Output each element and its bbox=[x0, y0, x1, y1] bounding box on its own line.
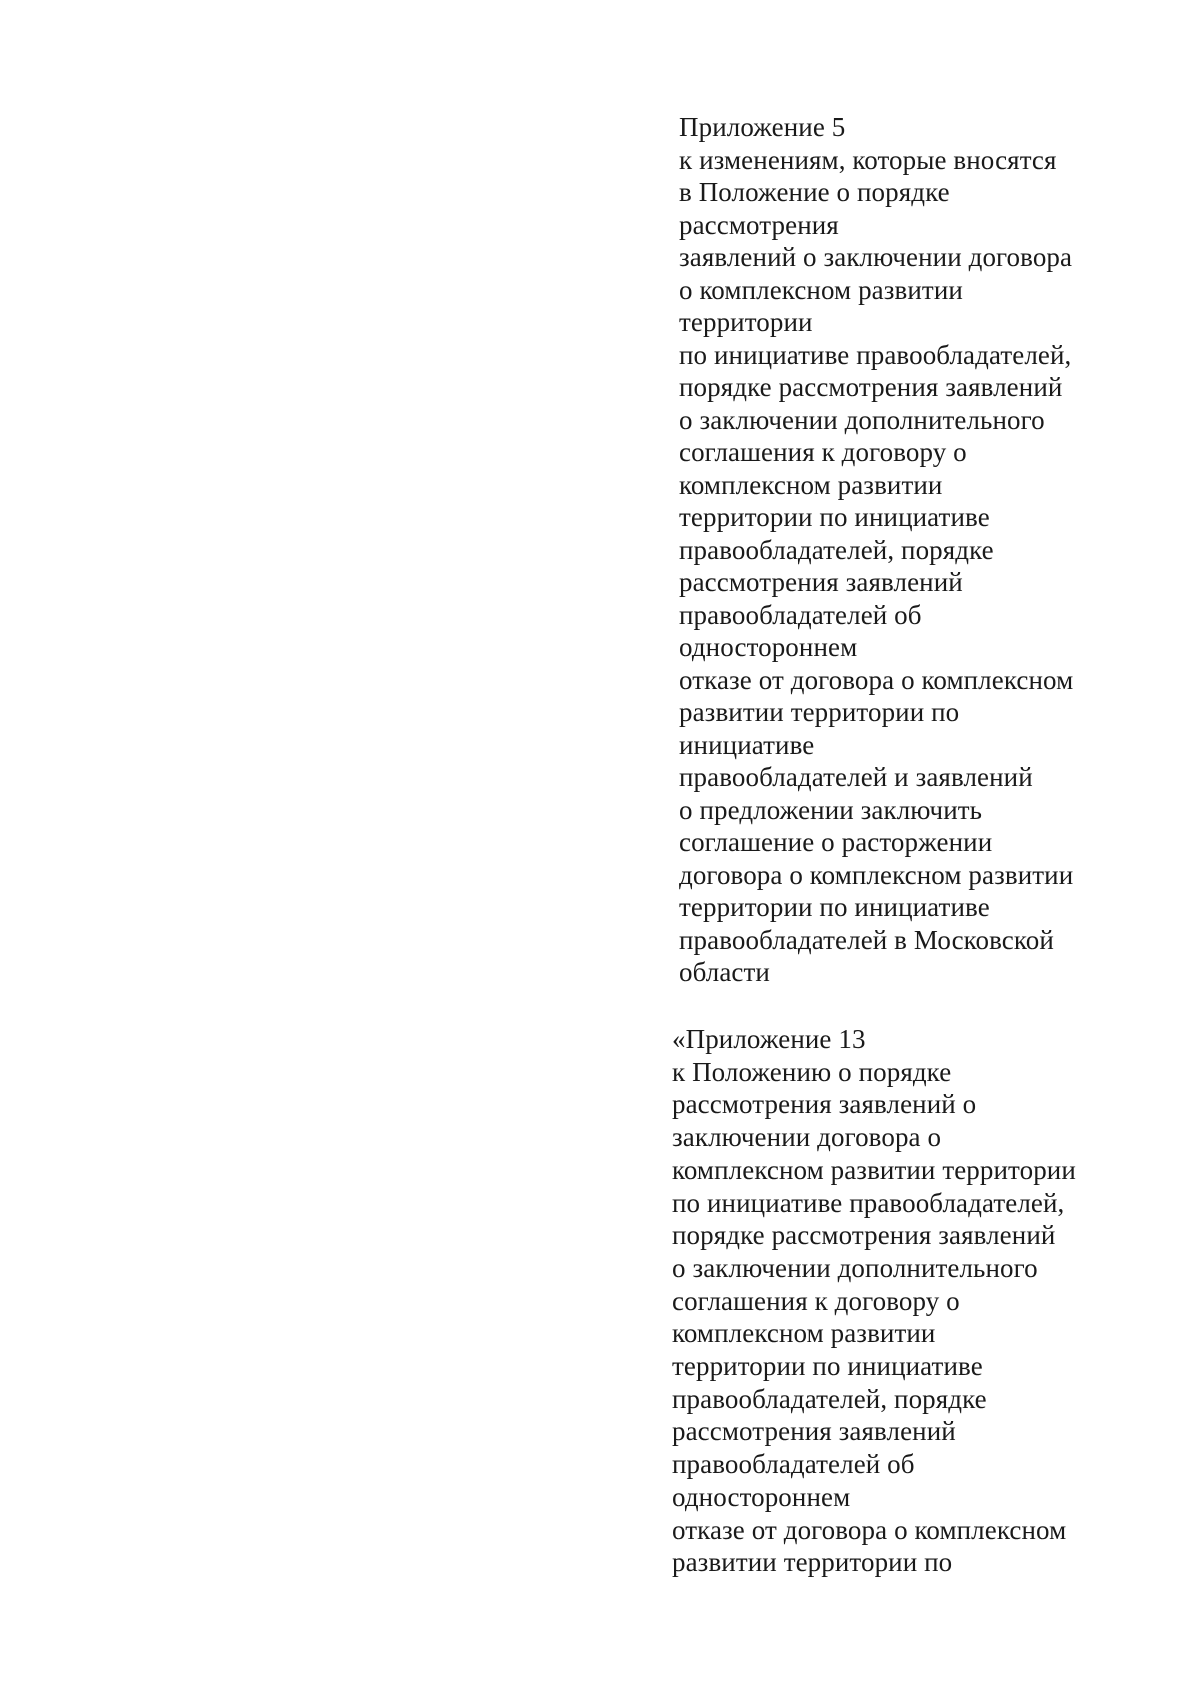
appendix-5-line: по инициативе правообладателей, bbox=[679, 339, 1072, 370]
appendix-13-line: заключении договора о bbox=[672, 1122, 942, 1153]
appendix-5-header bbox=[679, 111, 1073, 989]
appendix-5-line: о комплексном развитии bbox=[679, 274, 963, 305]
appendix-5-line: правообладателей, порядке bbox=[679, 534, 994, 565]
appendix-5-line: отказе от договора о комплексном bbox=[679, 664, 1074, 695]
appendix-5-line: в Положение о порядке bbox=[679, 177, 950, 207]
appendix-13-line: соглашения к договору о bbox=[672, 1285, 960, 1316]
appendix-5-line: территории по инициативе bbox=[679, 892, 990, 922]
appendix-13-line: правообладателей, порядке bbox=[672, 1383, 987, 1414]
appendix-13-line: правообладателей об bbox=[672, 1449, 915, 1480]
appendix-5-line: правообладателей и заявлений bbox=[679, 762, 1033, 792]
appendix-13-header bbox=[672, 1023, 1076, 1579]
appendix-5-line: одностороннем bbox=[679, 632, 858, 662]
appendix-13-line: комплексном развитии территории bbox=[672, 1154, 1076, 1185]
appendix-5-line: о предложении заключить bbox=[679, 794, 983, 825]
appendix-13-line: «Приложение 13 bbox=[672, 1024, 866, 1054]
appendix-5-line: рассмотрения bbox=[679, 209, 839, 240]
appendix-13-line: о заключении дополнительного bbox=[672, 1252, 1038, 1283]
appendix-13-line: рассмотрения заявлений о bbox=[672, 1089, 977, 1120]
appendix-5-line: территории bbox=[679, 307, 813, 337]
appendix-5-line: о заключении дополнительного bbox=[679, 404, 1045, 435]
appendix-5-line: соглашение о расторжении bbox=[679, 827, 993, 857]
appendix-5-line: инициативе bbox=[679, 729, 815, 760]
appendix-13-line: по инициативе правообладателей, bbox=[672, 1187, 1065, 1218]
appendix-13-line: комплексном развитии bbox=[672, 1318, 936, 1349]
appendix-5-line: комплексном развитии bbox=[679, 469, 943, 500]
appendix-13-line: порядке рассмотрения заявлений bbox=[672, 1220, 1056, 1251]
appendix-5-line: порядке рассмотрения заявлений bbox=[679, 372, 1063, 402]
appendix-5-line: Приложение 5 bbox=[679, 112, 846, 142]
appendix-13-line: одностороннем bbox=[672, 1481, 851, 1512]
appendix-13-line: отказе от договора о комплексном bbox=[672, 1514, 1067, 1545]
appendix-5-line: к изменениям, которые вносятся bbox=[679, 144, 1057, 175]
appendix-5-line: правообладателей в Московской bbox=[679, 924, 1054, 955]
appendix-5-line: области bbox=[679, 957, 770, 987]
appendix-13-line: рассмотрения заявлений bbox=[672, 1416, 956, 1447]
appendix-13-line: территории по инициативе bbox=[672, 1351, 983, 1382]
appendix-5-line: соглашения к договору о bbox=[679, 437, 967, 467]
appendix-13-line: развитии территории по bbox=[672, 1547, 953, 1578]
appendix-5-line: территории по инициативе bbox=[679, 502, 990, 532]
appendix-5-line: заявлений о заключении договора bbox=[679, 242, 1073, 272]
appendix-5-line: рассмотрения заявлений bbox=[679, 567, 963, 597]
appendix-5-line: договора о комплексном развитии bbox=[679, 859, 1074, 890]
appendix-13-line: к Положению о порядке bbox=[672, 1056, 952, 1087]
appendix-5-line: развитии территории по bbox=[679, 697, 960, 727]
appendix-5-line: правообладателей об bbox=[679, 599, 922, 630]
